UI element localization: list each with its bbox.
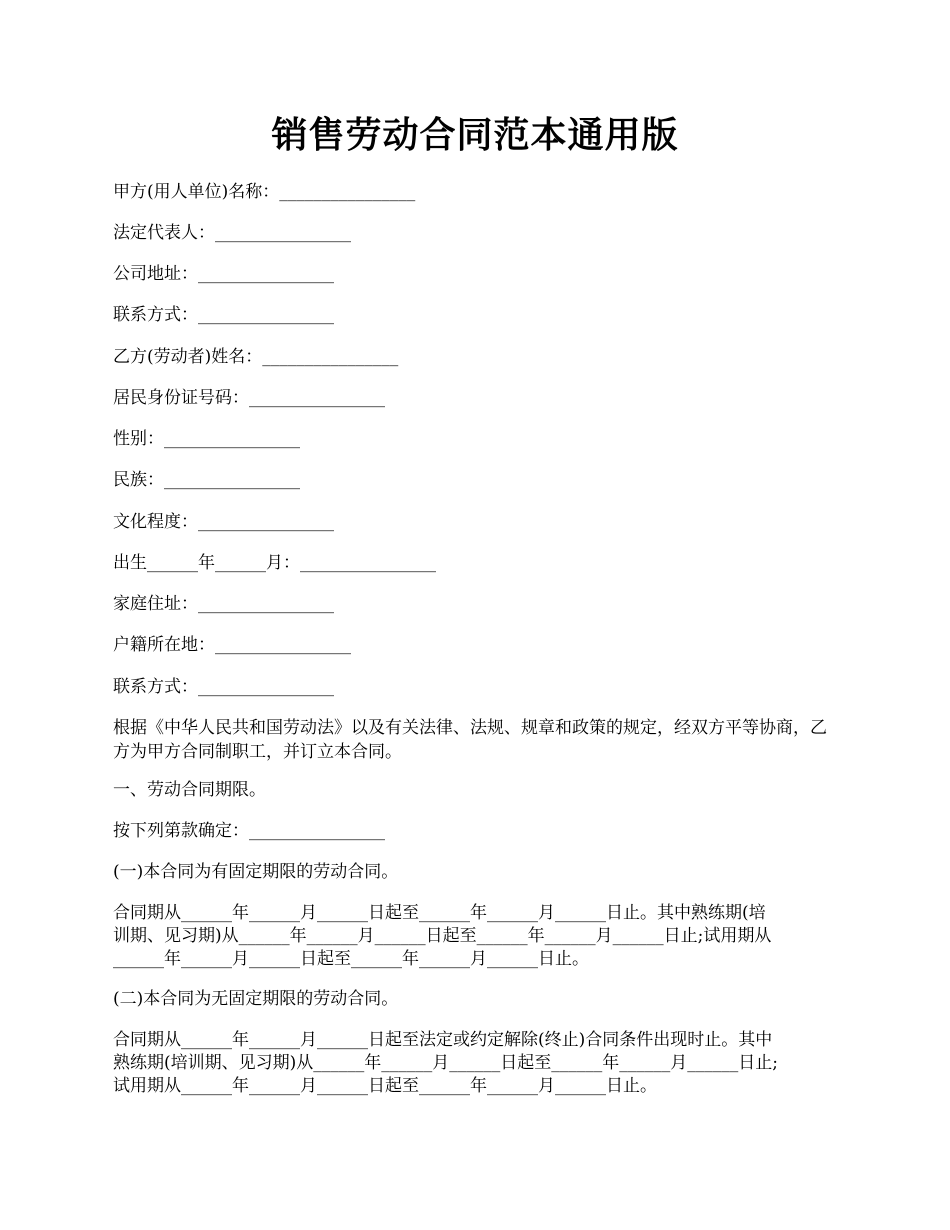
clause-2-text-line: 熟练期(培训期、见习期)从______年______月______日起至______年______月______日止;	[113, 1053, 778, 1073]
clause-2-text-line: 试用期从______年______月______日起至______年______月______日止。	[113, 1076, 657, 1096]
clause-1-text-line: ______年______月______日起至______年______月______日止。	[113, 949, 589, 969]
intro-paragraph: 根据《中华人民共和国劳动法》以及有关法律、法规、规章和政策的规定，经双方平等协商，乙方为甲方合同制职工，并订立本合同。	[113, 718, 827, 762]
field-ethnicity: 民族：________________	[113, 470, 300, 490]
clause-1-heading: (一)本合同为有固定期限的劳动合同。	[113, 862, 399, 882]
field-employer-contact: 联系方式：________________	[113, 305, 334, 325]
field-household-registration: 户籍所在地：________________	[113, 635, 351, 655]
clause-2-text-line: 合同期从______年______月______日起至法定或约定解除(终止)合同条件出现时止。其中	[113, 1030, 773, 1050]
field-employer-name: 甲方(用人单位)名称：________________	[113, 182, 416, 202]
determine-clause-line: 按下列第款确定：________________	[113, 821, 385, 841]
clause-2-heading: (二)本合同为无固定期限的劳动合同。	[113, 989, 399, 1009]
field-legal-representative: 法定代表人：________________	[113, 223, 351, 243]
field-gender: 性别：________________	[113, 429, 300, 449]
field-employee-contact: 联系方式：________________	[113, 677, 334, 697]
field-company-address: 公司地址：________________	[113, 264, 334, 284]
section-1-heading: 一、劳动合同期限。	[113, 780, 266, 800]
field-home-address: 家庭住址：________________	[113, 594, 334, 614]
clause-1-text-line: 合同期从______年______月______日起至______年______月______日止。其中熟练期(培	[113, 903, 766, 923]
field-birth-date: 出生______年______月：________________	[113, 553, 436, 573]
field-education: 文化程度：________________	[113, 512, 334, 532]
document-title: 销售劳动合同范本通用版	[271, 115, 679, 156]
clause-1-text-line: 训期、见习期)从______年______月______日起至______年______月______日止;试用期从	[113, 926, 772, 946]
field-employee-name: 乙方(劳动者)姓名：________________	[113, 347, 399, 367]
field-id-number: 居民身份证号码：________________	[113, 388, 385, 408]
